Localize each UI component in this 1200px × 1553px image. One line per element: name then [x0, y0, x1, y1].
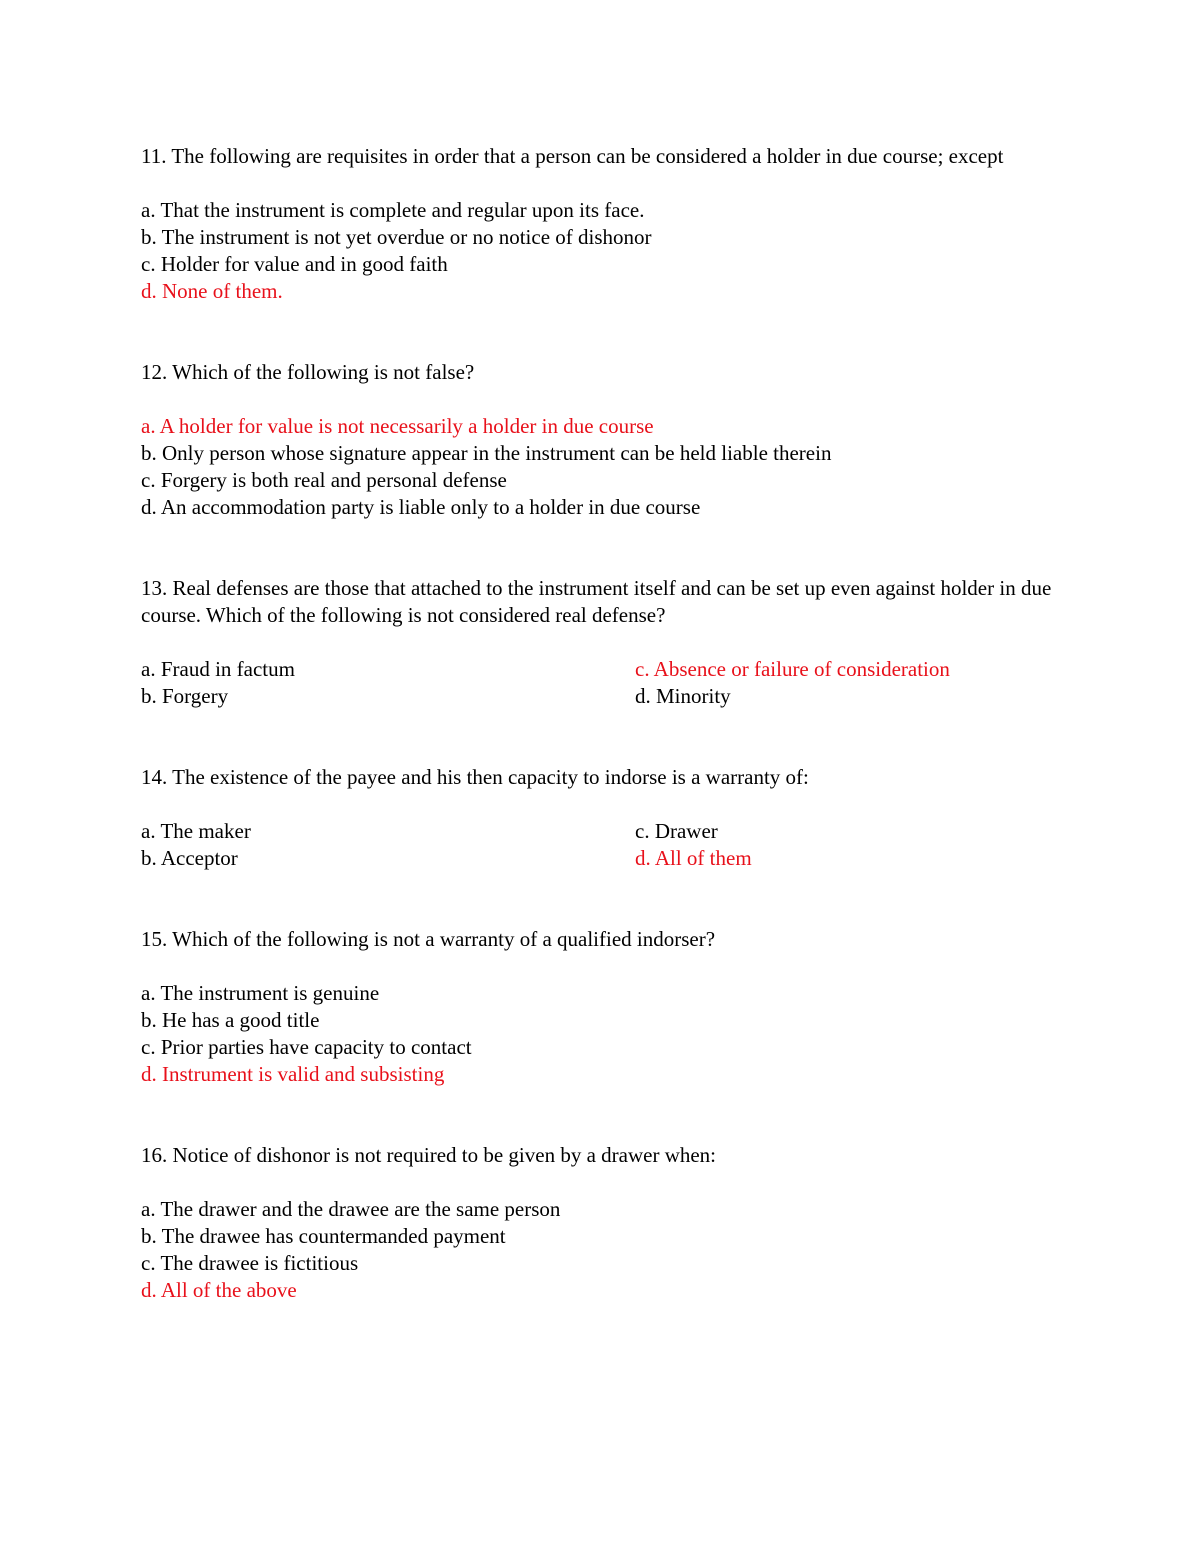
- option-12-d: d. An accommodation party is liable only to a holder in due course: [141, 495, 701, 519]
- question-13-options: [141, 656, 1066, 710]
- question-14-text: 14. The existence of the payee and his then capacity to indorse is a warranty of:: [141, 765, 809, 789]
- question-14-options: [141, 818, 1066, 872]
- option-15-c: c. Prior parties have capacity to contact: [141, 1035, 472, 1059]
- option-15-d-answer: d. Instrument is valid and subsisting: [141, 1062, 445, 1086]
- document-page: [141, 143, 1066, 1304]
- option-13-c-answer: c. Absence or failure of consideration: [635, 657, 950, 681]
- option-14-d-answer: d. All of them: [635, 846, 752, 870]
- question-15: [141, 926, 1066, 1088]
- question-14: [141, 764, 1066, 872]
- question-16: [141, 1142, 1066, 1304]
- option-16-d-answer: d. All of the above: [141, 1278, 297, 1302]
- question-12: [141, 359, 1066, 521]
- question-13: [141, 575, 1066, 710]
- option-12-a-answer: a. A holder for value is not necessarily a holder in due course: [141, 414, 654, 438]
- option-14-a: a. The maker: [141, 819, 251, 843]
- option-11-d-answer: d. None of them.: [141, 279, 283, 303]
- option-11-a: a. That the instrument is complete and regular upon its face.: [141, 198, 645, 222]
- option-13-d: d. Minority: [635, 684, 731, 708]
- option-15-a: a. The instrument is genuine: [141, 981, 380, 1005]
- option-14-b: b. Acceptor: [141, 846, 238, 870]
- question-16-options: [141, 1196, 1066, 1304]
- question-13-text: 13. Real defenses are those that attached to the instrument itself and can be set up even against holder in due course. Which of the following is not considered real defense?: [141, 576, 1052, 627]
- question-16-text: 16. Notice of dishonor is not required to be given by a drawer when:: [141, 1143, 717, 1167]
- option-14-c: c. Drawer: [635, 819, 718, 843]
- question-11: [141, 143, 1066, 305]
- question-15-text: 15. Which of the following is not a warranty of a qualified indorser?: [141, 927, 716, 951]
- option-15-b: b. He has a good title: [141, 1008, 320, 1032]
- question-12-options: [141, 413, 1066, 521]
- option-16-c: c. The drawee is fictitious: [141, 1251, 359, 1275]
- question-11-options: [141, 197, 1066, 305]
- option-12-b: b. Only person whose signature appear in the instrument can be held liable therein: [141, 441, 832, 465]
- question-11-text: 11. The following are requisites in order that a person can be considered a holder in due course; except: [141, 144, 1004, 168]
- question-15-options: [141, 980, 1066, 1088]
- option-13-b: b. Forgery: [141, 684, 229, 708]
- option-11-b: b. The instrument is not yet overdue or no notice of dishonor: [141, 225, 652, 249]
- question-12-text: 12. Which of the following is not false?: [141, 360, 475, 384]
- option-12-c: c. Forgery is both real and personal defense: [141, 468, 507, 492]
- option-13-a: a. Fraud in factum: [141, 657, 295, 681]
- option-16-b: b. The drawee has countermanded payment: [141, 1224, 506, 1248]
- option-16-a: a. The drawer and the drawee are the same person: [141, 1197, 561, 1221]
- option-11-c: c. Holder for value and in good faith: [141, 252, 448, 276]
